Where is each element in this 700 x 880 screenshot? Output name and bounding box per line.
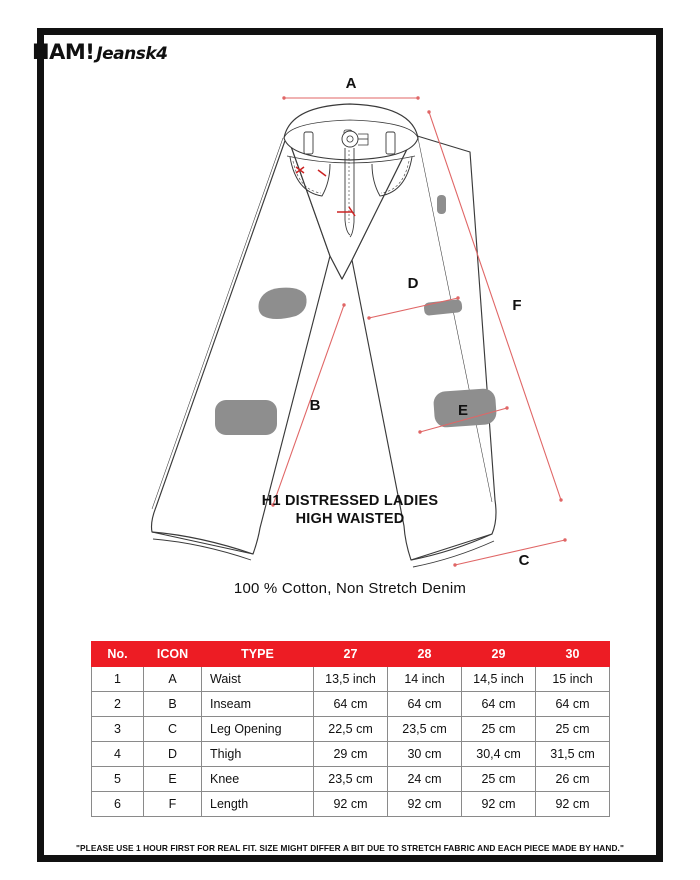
label-e: E — [457, 402, 469, 419]
label-b: B — [309, 397, 321, 414]
table-row — [92, 692, 610, 717]
header-type: TYPE — [202, 642, 314, 667]
product-name-line1: H1 DISTRESSED LADIES — [261, 493, 439, 509]
cell-size-29: 64 cm — [462, 692, 536, 717]
cell-no: 5 — [92, 767, 144, 792]
table-row — [92, 742, 610, 767]
table-row — [92, 717, 610, 742]
cell-icon: A — [144, 667, 202, 692]
header-size-30: 30 — [536, 642, 610, 667]
cell-icon: E — [144, 767, 202, 792]
table-row — [92, 667, 610, 692]
cell-icon: C — [144, 717, 202, 742]
cell-icon: B — [144, 692, 202, 717]
cell-no: 3 — [92, 717, 144, 742]
cell-icon: F — [144, 792, 202, 817]
cell-size-30: 15 inch — [536, 667, 610, 692]
header-icon: ICON — [144, 642, 202, 667]
cell-type: Waist — [202, 667, 314, 692]
header-size-27: 27 — [314, 642, 388, 667]
cell-type: Inseam — [202, 692, 314, 717]
header-no: No. — [92, 642, 144, 667]
cell-type: Length — [202, 792, 314, 817]
header-size-28: 28 — [388, 642, 462, 667]
cell-type: Thigh — [202, 742, 314, 767]
fit-disclaimer: "PLEASE USE 1 HOUR FIRST FOR REAL FIT. SIZE MIGHT DIFFER A BIT DUE TO STRETCH FABRIC AND EACH PIECE MADE BY HAND." — [76, 843, 624, 853]
cell-size-27: 64 cm — [314, 692, 388, 717]
cell-size-29: 14,5 inch — [462, 667, 536, 692]
header-size-29: 29 — [462, 642, 536, 667]
cell-type: Knee — [202, 767, 314, 792]
cell-size-30: 26 cm — [536, 767, 610, 792]
cell-no: 2 — [92, 692, 144, 717]
cell-size-27: 92 cm — [314, 792, 388, 817]
cell-no: 6 — [92, 792, 144, 817]
table-header-row — [92, 642, 610, 667]
product-name — [0, 492, 700, 528]
cell-size-28: 30 cm — [388, 742, 462, 767]
brand-mark: HAM! — [32, 40, 95, 64]
cell-type: Leg Opening — [202, 717, 314, 742]
cell-size-28: 64 cm — [388, 692, 462, 717]
cell-size-27: 29 cm — [314, 742, 388, 767]
cell-size-27: 23,5 cm — [314, 767, 388, 792]
label-c: C — [518, 552, 530, 569]
cell-size-30: 25 cm — [536, 717, 610, 742]
cell-size-28: 24 cm — [388, 767, 462, 792]
cell-size-29: 25 cm — [462, 767, 536, 792]
table-row — [92, 767, 610, 792]
cell-size-29: 92 cm — [462, 792, 536, 817]
product-material: 100 % Cotton, Non Stretch Denim — [233, 580, 467, 597]
cell-size-27: 22,5 cm — [314, 717, 388, 742]
label-a: A — [345, 75, 357, 92]
cell-size-29: 25 cm — [462, 717, 536, 742]
cell-no: 1 — [92, 667, 144, 692]
size-chart-table — [91, 641, 610, 817]
cell-size-29: 30,4 cm — [462, 742, 536, 767]
cell-size-28: 14 inch — [388, 667, 462, 692]
cell-size-30: 31,5 cm — [536, 742, 610, 767]
product-name-line2: HIGH WAISTED — [295, 511, 405, 527]
cell-no: 4 — [92, 742, 144, 767]
measure-line-c — [455, 540, 565, 565]
cell-size-27: 13,5 inch — [314, 667, 388, 692]
cell-size-28: 23,5 cm — [388, 717, 462, 742]
brand-word: Jeansk4 — [96, 44, 168, 64]
cell-size-28: 92 cm — [388, 792, 462, 817]
cell-size-30: 64 cm — [536, 692, 610, 717]
label-d: D — [407, 275, 419, 292]
table-row — [92, 792, 610, 817]
label-f: F — [512, 297, 522, 314]
cell-icon: D — [144, 742, 202, 767]
cell-size-30: 92 cm — [536, 792, 610, 817]
